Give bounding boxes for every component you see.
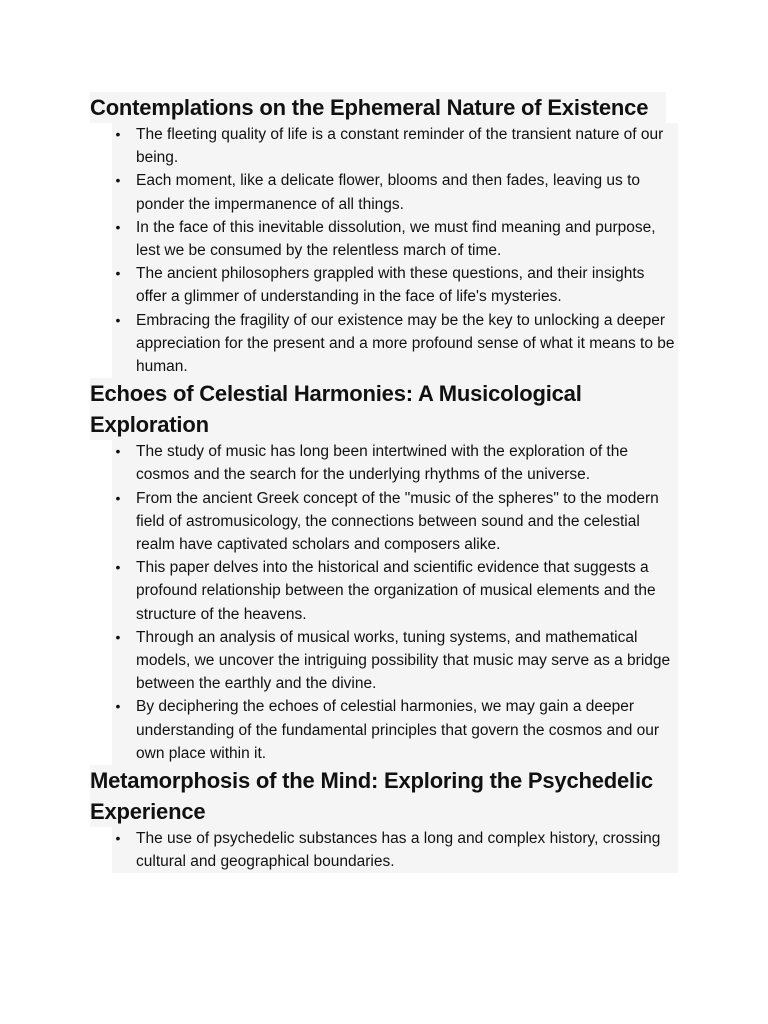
list-item (112, 440, 678, 486)
list-item-text: The study of music has long been intertwined with the exploration of the cosmos and the search for the underlying rhythms of the universe. (136, 443, 628, 484)
bullet-icon: • (115, 265, 121, 282)
list-item-text: In the face of this inevitable dissolution, we must find meaning and purpose, lest we be consumed by the relentless march of time. (136, 218, 656, 260)
list-item (112, 216, 678, 262)
list-item-text: From the ancient Greek concept of the "music of the spheres" to the modern field of astromusicology, the connections between sound and the celestial realm have captivated scholars and composers alike. (136, 489, 659, 554)
bullet-list (112, 440, 678, 765)
bullet-icon: • (115, 218, 121, 235)
bullet-icon: • (115, 126, 121, 142)
list-item (112, 626, 678, 696)
list-item (112, 556, 678, 626)
section-title: Echoes of Celestial Harmonies: A Musicological Exploration (90, 378, 678, 440)
bullet-icon: • (115, 628, 121, 645)
list-item-text: By deciphering the echoes of celestial harmonies, we may gain a deeper understanding of the fundamental principles that govern the cosmos and our own place within it. (136, 698, 660, 762)
list-item (112, 169, 678, 215)
list-item (112, 262, 678, 308)
section-title: Metamorphosis of the Mind: Exploring the Psychedelic Experience (90, 765, 678, 827)
bullet-icon: • (115, 489, 121, 506)
list-item-text: The fleeting quality of life is a constant reminder of the transient nature of our being. (136, 126, 664, 167)
list-item-text: Through an analysis of musical works, tuning systems, and mathematical models, we uncover the intriguing possibility that music may serve as a bridge between the earthly and the divine. (136, 628, 671, 693)
bullet-icon: • (115, 830, 121, 847)
list-item-text: The ancient philosophers grappled with these questions, and their insights offer a glimmer of understanding in the face of life's mysteries. (136, 265, 645, 306)
bullet-list (112, 827, 678, 873)
list-item-text: Each moment, like a delicate flower, blooms and then fades, leaving us to ponder the impermanence of all things. (136, 172, 641, 213)
bullet-icon: • (115, 311, 121, 328)
list-item-text: The use of psychedelic substances has a long and complex history, crossing cultural and geographical boundaries. (136, 830, 661, 871)
bullet-icon: • (115, 698, 121, 715)
list-item (112, 695, 678, 765)
bullet-icon: • (115, 172, 121, 189)
list-item-text: Embracing the fragility of our existence may be the key to unlocking a deeper appreciation for the present and a more profound sense of what it means to be human. (136, 311, 675, 376)
list-item-text: This paper delves into the historical and scientific evidence that suggests a profound relationship between the organization of musical elements and the structure of the heavens. (136, 559, 656, 623)
bullet-icon: • (115, 559, 121, 576)
list-item (112, 827, 678, 873)
bullet-icon: • (115, 443, 121, 460)
list-item (112, 123, 678, 169)
section-title: Contemplations on the Ephemeral Nature of Existence (90, 92, 666, 123)
list-item (112, 309, 678, 379)
document-body (90, 92, 678, 873)
list-item (112, 487, 678, 557)
bullet-list (112, 123, 678, 378)
